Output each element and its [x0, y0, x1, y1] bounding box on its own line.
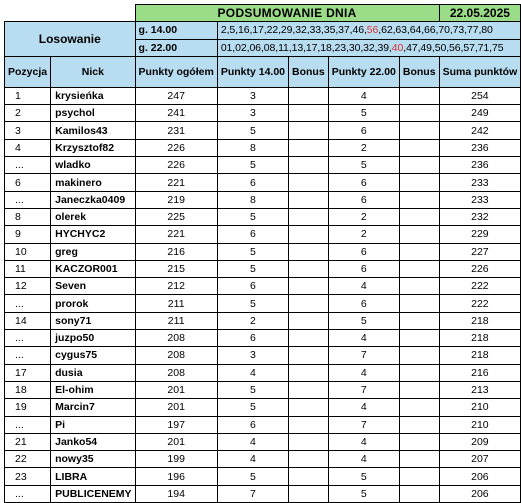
table-row [5, 87, 521, 104]
cell-bonus-1 [289, 226, 329, 243]
cell-punkty-ogolem: 211 [135, 312, 217, 329]
cell-suma: 254 [439, 87, 521, 104]
cell-bonus-2 [399, 208, 439, 225]
cell-punkty-14: 5 [217, 122, 288, 139]
cell-punkty-14: 5 [217, 399, 288, 416]
drawn-number: 64 [409, 24, 422, 37]
drawn-number: 73 [452, 24, 465, 37]
cell-pozycja: 11 [5, 260, 51, 277]
cell-punkty-22: 6 [328, 191, 399, 208]
col-nick: Nick [51, 56, 135, 87]
cell-suma: 206 [439, 485, 521, 502]
drawn-number: 01 [220, 41, 233, 54]
cell-pozycja: ... [5, 157, 51, 174]
cell-punkty-ogolem: 199 [135, 451, 217, 468]
col-suma: Suma punktów [439, 56, 521, 87]
cell-pozycja: ... [5, 347, 51, 364]
table-row [5, 381, 521, 398]
drawn-number: 50 [434, 41, 447, 54]
table-row [5, 243, 521, 260]
column-header-row [5, 56, 521, 87]
cell-suma: 213 [439, 381, 521, 398]
cell-suma: 249 [439, 105, 521, 122]
cell-nick: juzpo50 [51, 330, 135, 347]
cell-pozycja: ... [5, 485, 51, 502]
col-punkty-ogolem: Punkty ogółem [135, 56, 217, 87]
cell-suma: 210 [439, 416, 521, 433]
drawn-number: 77 [466, 24, 479, 37]
table-row [5, 295, 521, 312]
cell-punkty-22: 4 [328, 451, 399, 468]
cell-pozycja: ... [5, 191, 51, 208]
cell-bonus-2 [399, 157, 439, 174]
drawn-number: 71 [477, 41, 490, 54]
cell-pozycja: 9 [5, 226, 51, 243]
cell-punkty-22: 2 [328, 208, 399, 225]
table-row [5, 260, 521, 277]
cell-pozycja: 22 [5, 451, 51, 468]
cell-suma: 233 [439, 174, 521, 191]
drawn-number: 13 [291, 41, 304, 54]
cell-punkty-22: 4 [328, 399, 399, 416]
drawn-number: 17 [305, 41, 318, 54]
cell-nick: wladko [51, 157, 135, 174]
drawn-number: 56 [366, 24, 379, 37]
cell-pozycja: 14 [5, 312, 51, 329]
drawn-number: 39 [377, 41, 389, 54]
cell-punkty-22: 4 [328, 278, 399, 295]
drawn-number: 49 [420, 41, 432, 54]
cell-bonus-2 [399, 416, 439, 433]
cell-punkty-14: 6 [217, 416, 288, 433]
cell-nick: olerek [51, 208, 135, 225]
cell-bonus-1 [289, 174, 329, 191]
draw-1-label: g. 14.00 [135, 22, 217, 39]
cell-bonus-2 [399, 139, 439, 156]
cell-pozycja: 23 [5, 468, 51, 485]
table-row [5, 330, 521, 347]
cell-nick: LIBRA [51, 468, 135, 485]
drawn-number: 11 [278, 41, 289, 54]
drawn-number: 35 [323, 24, 336, 37]
cell-bonus-1 [289, 191, 329, 208]
cell-punkty-14: 5 [217, 468, 288, 485]
cell-punkty-ogolem: 215 [135, 260, 217, 277]
cell-bonus-2 [399, 295, 439, 312]
cell-punkty-ogolem: 201 [135, 433, 217, 450]
cell-punkty-ogolem: 241 [135, 105, 217, 122]
table-row [5, 278, 521, 295]
drawn-number: 40 [391, 41, 404, 54]
cell-bonus-1 [289, 105, 329, 122]
drawn-number: 37 [338, 24, 350, 37]
cell-bonus-2 [399, 485, 439, 502]
cell-punkty-ogolem: 197 [135, 416, 217, 433]
cell-nick: sony71 [51, 312, 135, 329]
table-row [5, 208, 521, 225]
cell-bonus-2 [399, 330, 439, 347]
cell-punkty-22: 6 [328, 295, 399, 312]
cell-bonus-2 [399, 451, 439, 468]
cell-suma: 218 [439, 330, 521, 347]
cell-nick: PUBLICENEMY [51, 485, 135, 502]
table-row [5, 451, 521, 468]
cell-pozycja: 19 [5, 399, 51, 416]
cell-bonus-2 [399, 260, 439, 277]
title-row [5, 5, 521, 22]
cell-punkty-14: 8 [217, 191, 288, 208]
cell-pozycja: ... [5, 330, 51, 347]
losowanie-label: Losowanie [5, 22, 136, 57]
cell-punkty-22: 6 [328, 174, 399, 191]
cell-suma: 226 [439, 260, 521, 277]
col-punkty-22: Punkty 22.00 [328, 56, 399, 87]
cell-suma: 222 [439, 295, 521, 312]
cell-bonus-2 [399, 399, 439, 416]
cell-punkty-22: 5 [328, 312, 399, 329]
cell-bonus-1 [289, 243, 329, 260]
draw-row-1 [5, 22, 521, 39]
cell-bonus-2 [399, 122, 439, 139]
cell-suma: 242 [439, 122, 521, 139]
cell-pozycja: 10 [5, 243, 51, 260]
cell-bonus-1 [289, 381, 329, 398]
cell-punkty-22: 2 [328, 139, 399, 156]
cell-suma: 210 [439, 399, 521, 416]
draw-1-numbers: 2,5,16,17,22,29,32,33,35,37,46,56,62,63,64,66,70,73,77,80 [217, 22, 520, 39]
cell-punkty-ogolem: 247 [135, 87, 217, 104]
table-row [5, 416, 521, 433]
table-row [5, 105, 521, 122]
cell-punkty-14: 6 [217, 330, 288, 347]
cell-suma: 227 [439, 243, 521, 260]
cell-nick: Kamilos43 [51, 122, 135, 139]
drawn-number: 56 [449, 41, 461, 54]
cell-punkty-14: 5 [217, 260, 288, 277]
cell-suma: 236 [439, 139, 521, 156]
cell-punkty-14: 6 [217, 174, 288, 191]
cell-nick: prorok [51, 295, 135, 312]
table-row [5, 347, 521, 364]
cell-pozycja: 2 [5, 105, 51, 122]
cell-punkty-14: 5 [217, 157, 288, 174]
cell-punkty-ogolem: 208 [135, 330, 217, 347]
cell-punkty-22: 7 [328, 416, 399, 433]
cell-bonus-1 [289, 87, 329, 104]
cell-punkty-14: 7 [217, 485, 288, 502]
drawn-number: 17 [252, 24, 264, 37]
cell-suma: 218 [439, 312, 521, 329]
table-row [5, 485, 521, 502]
drawn-number: 32 [295, 24, 307, 37]
cell-punkty-22: 2 [328, 226, 399, 243]
drawn-number: 62 [381, 24, 393, 37]
cell-suma: 236 [439, 157, 521, 174]
cell-punkty-14: 3 [217, 105, 288, 122]
cell-bonus-2 [399, 226, 439, 243]
cell-bonus-2 [399, 347, 439, 364]
cell-nick: dusia [51, 364, 135, 381]
drawn-number: 63 [395, 24, 407, 37]
cell-nick: krysieńka [51, 87, 135, 104]
cell-punkty-14: 4 [217, 433, 288, 450]
table-row [5, 364, 521, 381]
drawn-number: 29 [280, 24, 293, 37]
cell-nick: makinero [51, 174, 135, 191]
cell-punkty-ogolem: 221 [135, 226, 217, 243]
cell-nick: KACZOR001 [51, 260, 135, 277]
cell-bonus-1 [289, 139, 329, 156]
table-row [5, 174, 521, 191]
cell-bonus-2 [399, 87, 439, 104]
cell-suma: 233 [439, 191, 521, 208]
cell-punkty-14: 2 [217, 312, 288, 329]
cell-bonus-1 [289, 260, 329, 277]
cell-suma: 222 [439, 278, 521, 295]
cell-bonus-2 [399, 312, 439, 329]
cell-punkty-22: 6 [328, 122, 399, 139]
cell-punkty-ogolem: 201 [135, 399, 217, 416]
cell-punkty-22: 4 [328, 87, 399, 104]
table-row [5, 191, 521, 208]
cell-pozycja: ... [5, 295, 51, 312]
col-bonus-1: Bonus [289, 56, 329, 87]
cell-punkty-14: 5 [217, 381, 288, 398]
cell-bonus-1 [289, 312, 329, 329]
drawn-number: 66 [424, 24, 436, 37]
table-row [5, 226, 521, 243]
cell-bonus-2 [399, 243, 439, 260]
drawn-number: 02 [235, 41, 247, 54]
col-punkty-14: Punkty 14.00 [217, 56, 288, 87]
drawn-number: 33 [309, 24, 322, 37]
cell-punkty-14: 3 [217, 347, 288, 364]
drawn-number: 30 [348, 41, 361, 54]
drawn-number: 18 [320, 41, 332, 54]
cell-bonus-1 [289, 157, 329, 174]
cell-pozycja: 4 [5, 139, 51, 156]
drawn-number: 08 [263, 41, 276, 54]
table-row [5, 399, 521, 416]
table-row [5, 139, 521, 156]
cell-punkty-22: 6 [328, 243, 399, 260]
cell-suma: 206 [439, 468, 521, 485]
cell-punkty-14: 5 [217, 208, 288, 225]
draw-2-label: g. 22.00 [135, 39, 217, 56]
cell-nick: Krzysztof82 [51, 139, 135, 156]
cell-pozycja: 21 [5, 433, 51, 450]
cell-nick: greg [51, 243, 135, 260]
cell-punkty-22: 4 [328, 330, 399, 347]
cell-punkty-ogolem: 208 [135, 364, 217, 381]
cell-punkty-14: 8 [217, 139, 288, 156]
drawn-number: 70 [438, 24, 450, 37]
cell-suma: 207 [439, 451, 521, 468]
cell-nick: nowy35 [51, 451, 135, 468]
drawn-number: 5 [229, 24, 236, 37]
cell-punkty-ogolem: 226 [135, 139, 217, 156]
drawn-number: 57 [463, 41, 475, 54]
cell-punkty-ogolem: 221 [135, 174, 217, 191]
cell-nick: El-ohim [51, 381, 135, 398]
cell-bonus-1 [289, 122, 329, 139]
cell-punkty-ogolem: 225 [135, 208, 217, 225]
col-pozycja: Pozycja [5, 56, 51, 87]
report-date: 22.05.2025 [439, 5, 521, 22]
cell-pozycja: 18 [5, 381, 51, 398]
cell-punkty-14: 3 [217, 87, 288, 104]
col-bonus-2: Bonus [399, 56, 439, 87]
cell-punkty-22: 5 [328, 157, 399, 174]
cell-nick: Janeczka0409 [51, 191, 135, 208]
cell-punkty-14: 4 [217, 364, 288, 381]
cell-punkty-22: 4 [328, 364, 399, 381]
cell-punkty-ogolem: 212 [135, 278, 217, 295]
title-spacer [5, 5, 136, 22]
cell-bonus-2 [399, 364, 439, 381]
cell-bonus-2 [399, 174, 439, 191]
cell-pozycja: ... [5, 416, 51, 433]
cell-punkty-22: 4 [328, 433, 399, 450]
cell-bonus-1 [289, 451, 329, 468]
cell-punkty-22: 5 [328, 105, 399, 122]
cell-bonus-1 [289, 433, 329, 450]
cell-punkty-14: 6 [217, 226, 288, 243]
table-row [5, 433, 521, 450]
cell-bonus-2 [399, 468, 439, 485]
cell-punkty-ogolem: 211 [135, 295, 217, 312]
cell-nick: psychol [51, 105, 135, 122]
table-row [5, 122, 521, 139]
drawn-number: 22 [266, 24, 279, 37]
drawn-number: 16 [237, 24, 250, 37]
table-row [5, 157, 521, 174]
cell-nick: Janko54 [51, 433, 135, 450]
drawn-number: 06 [249, 41, 261, 54]
cell-bonus-1 [289, 399, 329, 416]
cell-nick: Marcin7 [51, 399, 135, 416]
cell-bonus-2 [399, 105, 439, 122]
cell-bonus-1 [289, 416, 329, 433]
cell-punkty-14: 4 [217, 451, 288, 468]
cell-punkty-14: 6 [217, 278, 288, 295]
cell-pozycja: 1 [5, 87, 51, 104]
cell-punkty-ogolem: 194 [135, 485, 217, 502]
cell-nick: HYCHYC2 [51, 226, 135, 243]
cell-punkty-22: 7 [328, 381, 399, 398]
drawn-number: 46 [352, 24, 364, 37]
cell-bonus-2 [399, 191, 439, 208]
cell-bonus-1 [289, 278, 329, 295]
cell-nick: Pi [51, 416, 135, 433]
cell-suma: 232 [439, 208, 521, 225]
cell-bonus-1 [289, 364, 329, 381]
cell-bonus-1 [289, 347, 329, 364]
cell-bonus-1 [289, 485, 329, 502]
cell-punkty-14: 5 [217, 295, 288, 312]
drawn-number: 75 [491, 41, 504, 54]
page-title: PODSUMOWANIE DNIA [135, 5, 439, 22]
cell-bonus-1 [289, 295, 329, 312]
cell-suma: 229 [439, 226, 521, 243]
cell-punkty-ogolem: 219 [135, 191, 217, 208]
cell-bonus-1 [289, 330, 329, 347]
cell-pozycja: 17 [5, 364, 51, 381]
summary-table [4, 4, 521, 503]
cell-bonus-2 [399, 278, 439, 295]
drawn-number: 47 [406, 41, 418, 54]
cell-punkty-ogolem: 201 [135, 381, 217, 398]
cell-bonus-2 [399, 433, 439, 450]
cell-punkty-22: 6 [328, 260, 399, 277]
cell-punkty-22: 5 [328, 485, 399, 502]
cell-punkty-14: 5 [217, 243, 288, 260]
cell-punkty-ogolem: 196 [135, 468, 217, 485]
drawn-number: 2 [220, 24, 227, 37]
cell-pozycja: 8 [5, 208, 51, 225]
cell-suma: 216 [439, 364, 521, 381]
cell-punkty-22: 7 [328, 347, 399, 364]
table-row [5, 312, 521, 329]
drawn-number: 23 [334, 41, 347, 54]
drawn-number: 80 [481, 24, 493, 37]
draw-2-numbers: 01,02,06,08,11,13,17,18,23,30,32,39,40,47,49,50,56,57,71,75 [217, 39, 520, 56]
cell-punkty-ogolem: 226 [135, 157, 217, 174]
cell-pozycja: 6 [5, 174, 51, 191]
cell-bonus-1 [289, 468, 329, 485]
table-row [5, 468, 521, 485]
drawn-number: 32 [363, 41, 375, 54]
cell-suma: 218 [439, 347, 521, 364]
cell-punkty-ogolem: 208 [135, 347, 217, 364]
cell-bonus-2 [399, 381, 439, 398]
cell-pozycja: 3 [5, 122, 51, 139]
cell-nick: cygus75 [51, 347, 135, 364]
cell-punkty-22: 5 [328, 468, 399, 485]
cell-suma: 209 [439, 433, 521, 450]
cell-punkty-ogolem: 231 [135, 122, 217, 139]
cell-bonus-1 [289, 208, 329, 225]
cell-punkty-ogolem: 216 [135, 243, 217, 260]
cell-nick: Seven [51, 278, 135, 295]
cell-pozycja: 12 [5, 278, 51, 295]
